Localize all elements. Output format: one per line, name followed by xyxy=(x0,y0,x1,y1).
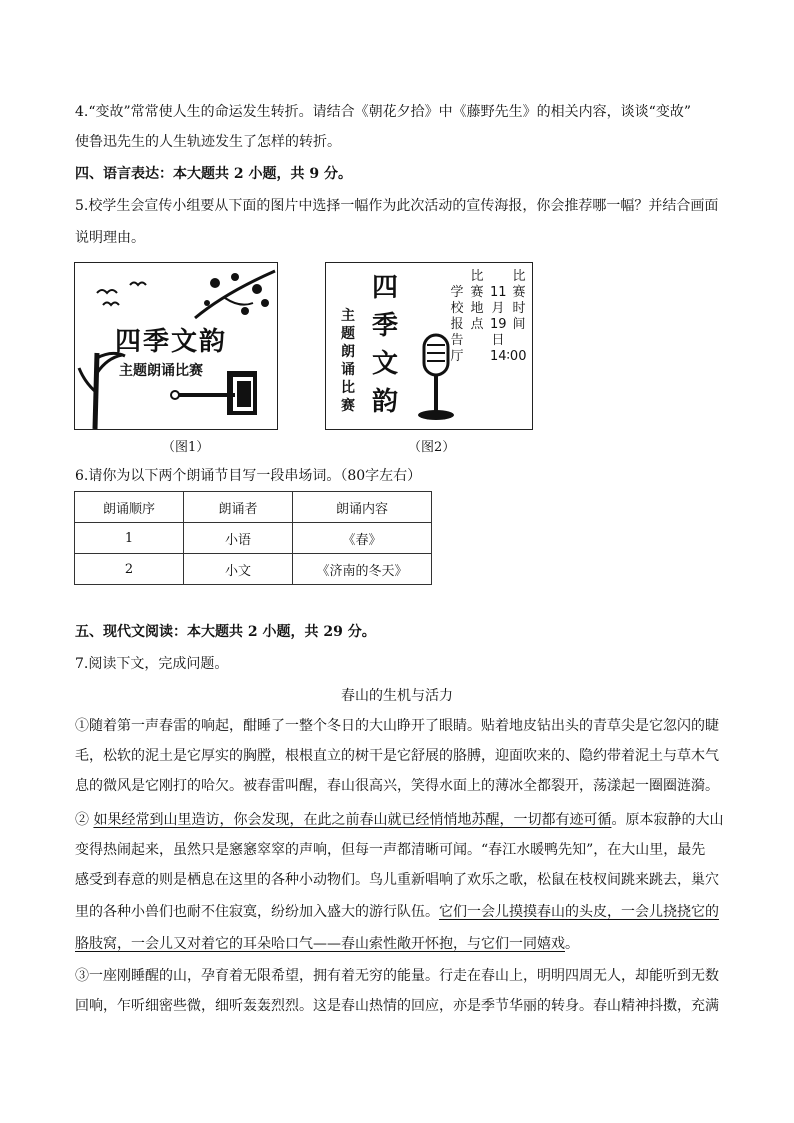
table-cell: 小语 xyxy=(184,523,293,554)
poster-2-theme-char: 诵 xyxy=(341,362,355,378)
table-header-cell: 朗诵内容 xyxy=(293,492,432,523)
underlined-sentence: 如果经常到山里造访，你会发现，在此之前春山就已经悄悄地苏醒，一切都有迹可循 xyxy=(93,812,612,828)
article-title: 春山的生机与活力 xyxy=(341,688,453,704)
q5-line1: 5.校学生会宣传小组要从下面的图片中选择一幅作为此次活动的宣传海报，你会推荐哪一幅？并结合画面 xyxy=(75,198,719,214)
article-p3-line: ③一座刚睡醒的山，孕育着无限希望，拥有着无穷的能量。行走在春山上，明明四周无人，却能听到无数 xyxy=(75,968,719,984)
poster-2-theme-char: 主 xyxy=(341,308,355,324)
poster-1-title: 四季文韵 xyxy=(115,327,228,357)
poster-2-theme-char: 比 xyxy=(341,380,355,396)
table-header-cell: 朗诵者 xyxy=(184,492,293,523)
poster-2-theme-char: 题 xyxy=(341,326,355,342)
table-row xyxy=(75,554,432,585)
q7-prompt: 7.阅读下文，完成问题。 xyxy=(75,656,229,672)
q6-prompt: 6.请你为以下两个朗诵节目写一段串场词。（80字左右） xyxy=(75,468,422,484)
poster-2-title-char: 韵 xyxy=(371,387,398,417)
poster-2-theme xyxy=(338,307,358,415)
table-header-cell: 朗诵顺序 xyxy=(75,492,184,523)
text-span: 。原本寂静的大山 xyxy=(611,812,724,828)
table-cell: 1 xyxy=(75,523,184,554)
article-p2-line xyxy=(75,934,725,954)
article-p2-line: 变得热闹起来，虽然只是窸窸窣窣的声响，但每一声都清晰可闻。“春江水暖鸭先知”，在大山里，最先 xyxy=(75,842,706,858)
table-row xyxy=(75,523,432,554)
figure-1-caption: （图1） xyxy=(162,440,210,455)
underlined-sentence: 它们一会儿摸摸春山的头皮，一会儿挠挠它的 xyxy=(439,904,719,920)
recitation-table xyxy=(74,491,432,585)
table-cell: 《济南的冬天》 xyxy=(293,554,432,585)
article-p1-line: 息的微风是它刚打的哈欠。被春雷叫醒，春山很高兴，笑得水面上的薄冰全都裂开，荡漾起一圈圈涟漪。 xyxy=(75,778,719,794)
q4-line2: 使鲁迅先生的人生轨迹发生了怎样的转折。 xyxy=(75,134,341,150)
paragraph-number: ② xyxy=(75,812,94,828)
poster-2-venue: 学校报告厅 xyxy=(450,285,464,364)
poster-2-venue-label: 比赛地点 xyxy=(470,269,484,332)
poster-2-theme-char: 朗 xyxy=(341,344,355,360)
text-span: 里的各种小兽们也耐不住寂寞，纷纷加入盛大的游行队伍。 xyxy=(75,904,439,920)
poster-2-date: 11月19日14∶00 xyxy=(490,285,527,364)
article-p2-line: 感受到春意的则是栖息在这里的各种小动物们。鸟儿重新唱响了欢乐之歌，松鼠在枝杈间跳来跳去，巢穴 xyxy=(75,872,719,888)
poster-1-subtitle: 主题朗诵比赛 xyxy=(119,363,203,379)
poster-2-theme-char: 赛 xyxy=(341,398,355,414)
poster-2-title-char: 季 xyxy=(371,311,398,341)
article-p1-line: ①随着第一声春雷的响起，酣睡了一整个冬日的大山睁开了眼睛。贴着地皮钻出头的青草尖是它忽闪的睫 xyxy=(75,718,719,734)
underlined-sentence: 胳肢窝，一会儿又对着它的耳朵哈口气——春山索性敞开怀抱，与它们一同嬉戏 xyxy=(75,936,565,952)
q5-line2: 说明理由。 xyxy=(75,230,145,246)
table-cell: 《春》 xyxy=(293,523,432,554)
figure-2-caption: （图2） xyxy=(408,440,456,455)
article-p2-line xyxy=(75,810,725,830)
poster-figure-1 xyxy=(74,262,278,430)
poster-2-title-char: 文 xyxy=(371,349,398,379)
q4-line1: 4.“变故”常常使人生的命运发生转折。请结合《朝花夕拾》中《藤野先生》的相关内容，谈谈“变故” xyxy=(75,104,691,120)
section4-heading: 四、语言表达：本大题共 2 小题，共 9 分。 xyxy=(75,166,352,182)
article-p2-line xyxy=(75,902,725,922)
poster-2-title-char: 四 xyxy=(371,273,398,303)
table-cell: 2 xyxy=(75,554,184,585)
table-header-row xyxy=(75,492,432,523)
poster-figure-2 xyxy=(325,262,533,430)
table-cell: 小文 xyxy=(184,554,293,585)
text-span: 。 xyxy=(565,936,579,952)
section5-heading: 五、现代文阅读：本大题共 2 小题，共 29 分。 xyxy=(75,624,376,640)
poster-2-time-label: 比赛时间 xyxy=(512,269,526,332)
article-p1-line: 毛，松软的泥土是它厚实的胸膛，根根直立的树干是它舒展的胳膊，迎面吹来的、隐约带着泥土与草木气 xyxy=(75,748,719,764)
article-p3-line: 回响，乍听细密些微，细听轰轰烈烈。这是春山热情的回应，亦是季节华丽的转身。春山精神抖擞，充满 xyxy=(75,998,719,1014)
